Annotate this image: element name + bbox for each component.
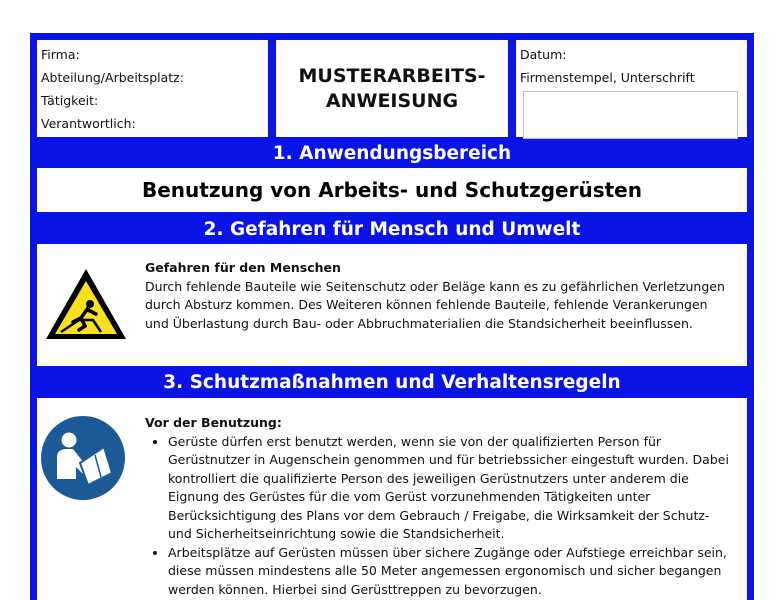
section1-heading: 1. Anwendungsbereich [272, 143, 512, 164]
measures-subheading: Vor der Benutzung: [145, 415, 282, 430]
activity-field-label: Tätigkeit: [41, 93, 99, 108]
instruction-sheet [30, 33, 754, 600]
list-item: • Gerüste dürfen erst benutzt werden, wenn sie von der qualifizierten Person für Gerüstnutzer in Augenschein genommen und für betriebssicher eingestuft wurden. Dabei kontrolliert die qualifizierte Person des jeweiligen Gerüstnutzers unter anderem die Eignung des Gerüstes für die vom Gerüst vorzunehmenden Tätigkeiten unter Berücksichtigung des Plans vor dem Gebrauch / Freigabe, die Wirksamkeit der Schutz- und Sicherheitseinrichtung sowie die Standsicherheit. [168, 433, 735, 544]
date-stamp-box [516, 40, 747, 137]
company-info-box [37, 40, 268, 137]
fall-hazard-warning-icon [43, 266, 129, 342]
responsible-field-label: Verantwortlich: [41, 116, 136, 131]
document-title-line1: MUSTERARBEITS- [298, 64, 486, 87]
date-field-label: Datum: [520, 47, 567, 62]
signature-stamp-field[interactable] [523, 91, 738, 139]
company-field-label: Firma: [41, 47, 80, 62]
document-title-line2: ANWEISUNG [325, 89, 459, 112]
list-item: • Arbeitsplätze auf Gerüsten müssen über sichere Zugänge oder Aufstiege erreichbar sein, diese müssen mindestens alle 50 Meter angemessen ergonomisch und sicher begangen werden können. Hierbei sind Gerüsttreppen zu bevorzugen. [168, 544, 735, 600]
read-instructions-icon [40, 415, 126, 501]
document-title [276, 40, 508, 137]
scope-text: Benutzung von Arbeits- und Schutzgerüsten [37, 168, 747, 212]
measures-list [145, 433, 735, 600]
measures-panel [37, 398, 747, 600]
department-field-label: Abteilung/Arbeitsplatz: [41, 70, 184, 85]
section3-heading: 3. Schutzmaßnahmen und Verhaltensregeln [163, 372, 621, 393]
hazards-panel [37, 244, 747, 366]
hazards-subheading: Gefahren für den Menschen [145, 260, 341, 275]
section2-heading: 2. Gefahren für Mensch und Umwelt [203, 219, 581, 240]
hazards-body: Durch fehlende Bauteile wie Seitenschutz oder Beläge kann es zu gefährlichen Verletzungen durch Absturz kommen. Des Weiteren können fehlende Bauteile, fehlende Verankerungen und Überlastung durch Bau- oder Abbruchmaterialien die Standsicherheit beeinflussen. [145, 278, 725, 331]
stamp-field-label: Firmenstempel, Unterschrift [520, 70, 695, 85]
